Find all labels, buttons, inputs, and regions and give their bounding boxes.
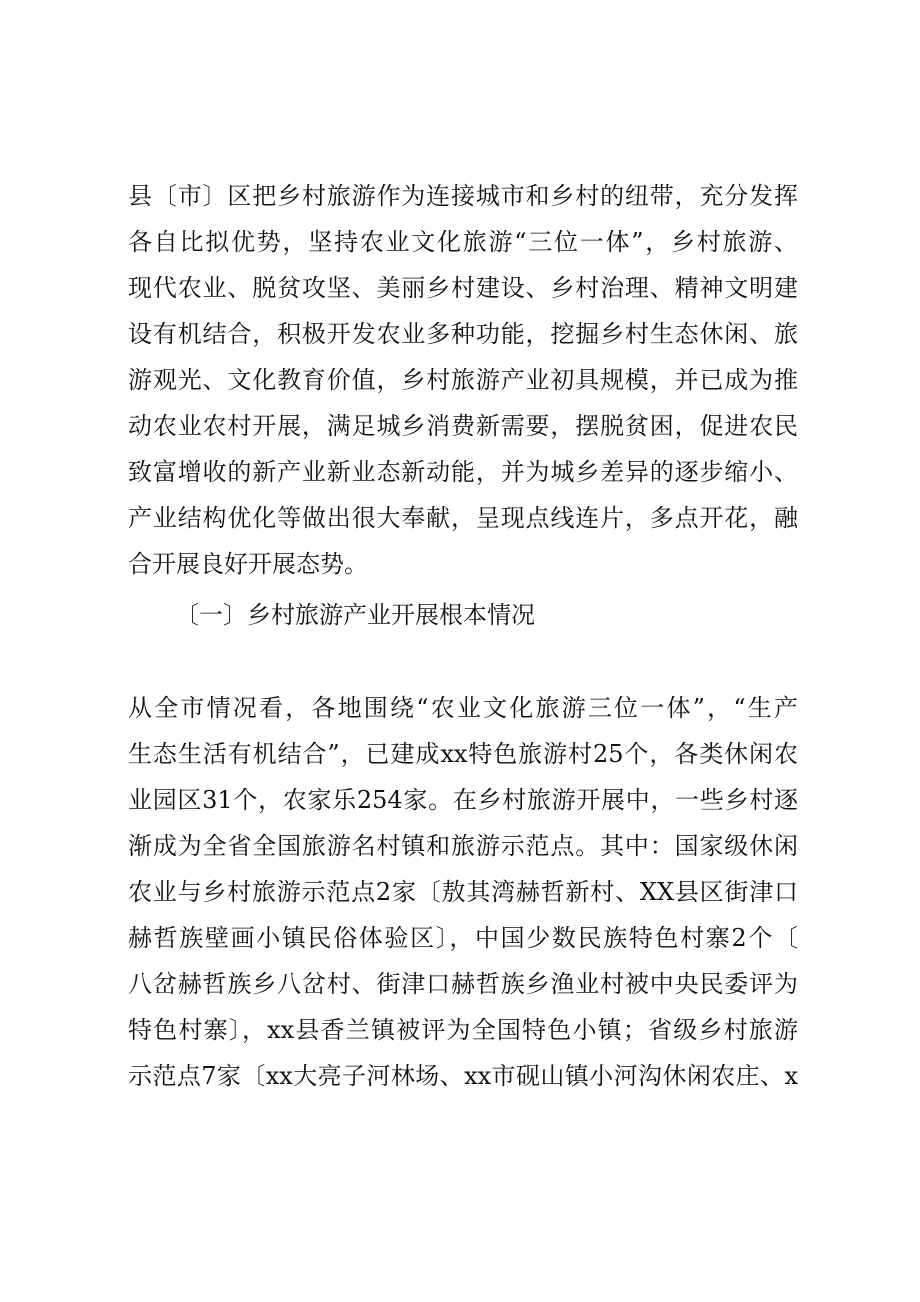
paragraph-line: 特色村寨〕，xx县香兰镇被评为全国特色小镇；省级乡村旅游	[128, 1016, 798, 1044]
section-heading: 〔一〕乡村旅游产业开展根本情况	[175, 601, 535, 629]
paragraph-line: 设有机结合，积极开发农业多种功能，挖掘乡村生态休闲、旅	[128, 320, 798, 348]
paragraph-line: 致富增收的新产业新业态新动能，并为城乡差异的逐步缩小、	[128, 458, 798, 486]
paragraph-line: 农业与乡村旅游示范点2家〔敖其湾赫哲新村、XX县区街津口	[128, 878, 798, 906]
paragraph-line: 八岔赫哲族乡八岔村、街津口赫哲族乡渔业村被中央民委评为	[128, 970, 798, 998]
paragraph-line: 渐成为全省全国旅游名村镇和旅游示范点。其中：国家级休闲	[128, 832, 798, 860]
paragraph-city-situation	[128, 685, 798, 1099]
paragraph-line: 产业结构优化等做出很大奉献，呈现点线连片，多点开花，融	[128, 504, 798, 532]
paragraph-rural-tourism-overview	[128, 173, 798, 587]
paragraph-line: 游观光、文化教育价值，乡村旅游产业初具规模，并已成为推	[128, 366, 798, 394]
paragraph-line: 示范点7家〔xx大亮子河林场、xx市砚山镇小河沟休闲农庄、x	[128, 1062, 798, 1090]
paragraph-line: 赫哲族壁画小镇民俗体验区〕，中国少数民族特色村寨2个〔	[128, 924, 798, 952]
paragraph-line: 动农业农村开展，满足城乡消费新需要，摆脱贫困，促进农民	[128, 412, 798, 440]
paragraph-line: 从全市情况看，各地围绕“农业文化旅游三位一体”，“生产	[128, 694, 798, 722]
paragraph-line-last: 合开展良好开展态势。	[128, 550, 368, 578]
paragraph-line: 各自比拟优势，坚持农业文化旅游“三位一体”，乡村旅游、	[128, 228, 798, 256]
paragraph-line: 现代农业、脱贫攻坚、美丽乡村建设、乡村治理、精神文明建	[128, 274, 798, 302]
paragraph-line: 生态生活有机结合”，已建成xx特色旅游村25个，各类休闲农	[128, 740, 798, 768]
paragraph-line: 县〔市〕区把乡村旅游作为连接城市和乡村的纽带，充分发挥	[128, 182, 798, 210]
paragraph-line: 业园区31个，农家乐254家。在乡村旅游开展中，一些乡村逐	[128, 786, 798, 814]
